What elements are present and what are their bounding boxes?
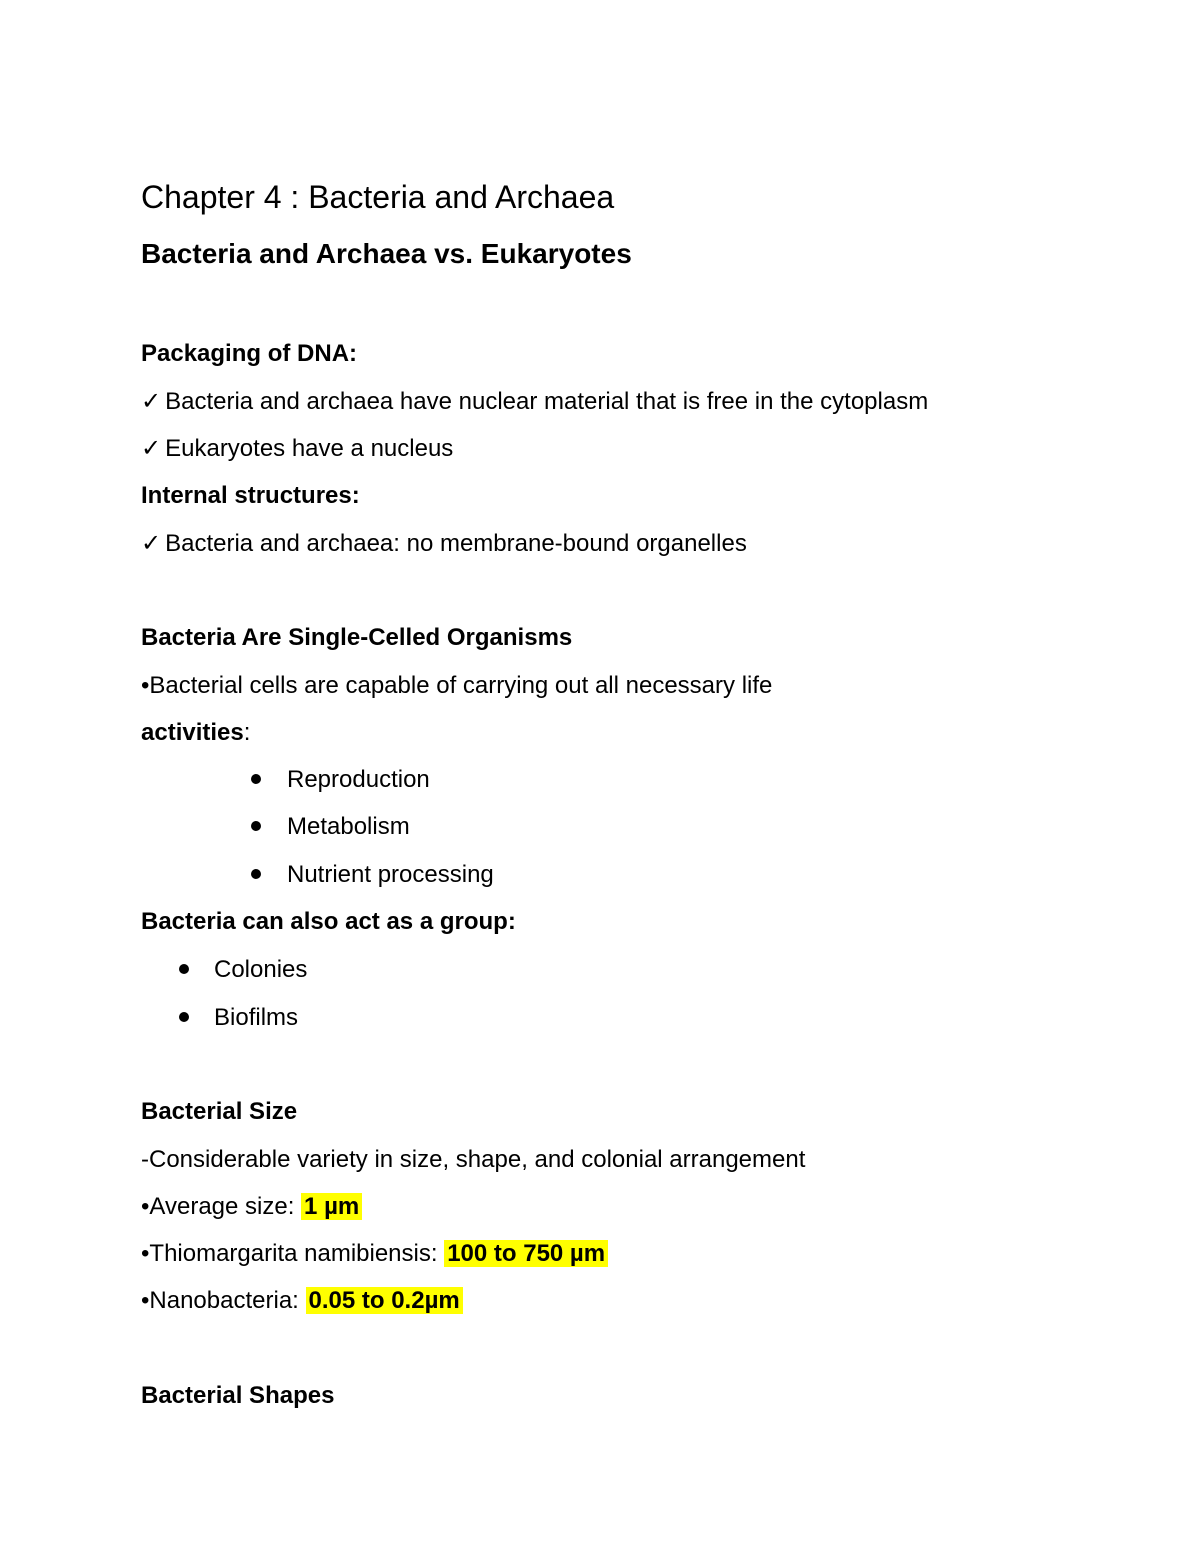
internal-item-text: Bacteria and archaea: no membrane-bound organelles bbox=[165, 530, 747, 557]
check-icon: ✓ bbox=[141, 435, 162, 462]
packaging-item bbox=[141, 390, 928, 414]
activity-text: Metabolism bbox=[287, 813, 410, 840]
bullet-icon bbox=[251, 774, 261, 784]
nanobacteria-label: •Nanobacteria: bbox=[141, 1287, 306, 1314]
bullet-icon bbox=[179, 1012, 189, 1022]
chapter-title: Chapter 4 : Bacteria and Archaea bbox=[141, 179, 615, 215]
nanobacteria-value: 0.05 to 0.2µm bbox=[306, 1287, 463, 1314]
list-item bbox=[251, 815, 410, 839]
group-item-text: Colonies bbox=[214, 956, 308, 983]
packaging-item bbox=[141, 437, 453, 461]
chapter-subtitle: Bacteria and Archaea vs. Eukaryotes bbox=[141, 238, 632, 269]
thiomargarita-label: •Thiomargarita namibiensis: bbox=[141, 1240, 445, 1267]
list-item bbox=[251, 863, 494, 887]
activities-label: activities bbox=[141, 719, 244, 746]
single-celled-intro-continued bbox=[141, 721, 250, 745]
packaging-item-text: Eukaryotes have a nucleus bbox=[165, 435, 454, 462]
activity-text: Reproduction bbox=[287, 766, 430, 793]
list-item bbox=[251, 768, 430, 792]
thiomargarita-value: 100 to 750 µm bbox=[444, 1240, 608, 1267]
average-size-label: •Average size: bbox=[141, 1193, 302, 1220]
list-item bbox=[179, 958, 307, 982]
activity-text: Nutrient processing bbox=[287, 861, 494, 888]
packaging-item-text: Bacteria and archaea have nuclear material that is free in the cytoplasm bbox=[165, 388, 929, 415]
size-heading: Bacterial Size bbox=[141, 1098, 298, 1125]
size-variety: -Considerable variety in size, shape, and colonial arrangement bbox=[141, 1146, 806, 1173]
bullet-icon bbox=[179, 964, 189, 974]
check-icon: ✓ bbox=[141, 388, 162, 415]
group-item-text: Biofilms bbox=[214, 1004, 299, 1031]
single-celled-intro: •Bacterial cells are capable of carrying out all necessary life bbox=[141, 672, 773, 699]
single-celled-heading: Bacteria Are Single-Celled Organisms bbox=[141, 624, 573, 651]
check-icon: ✓ bbox=[141, 530, 162, 557]
bullet-icon bbox=[251, 821, 261, 831]
list-item bbox=[179, 1006, 298, 1030]
internal-heading: Internal structures: bbox=[141, 482, 360, 509]
activities-colon: : bbox=[243, 719, 251, 746]
average-size-line bbox=[141, 1195, 362, 1219]
shapes-heading: Bacterial Shapes bbox=[141, 1382, 335, 1409]
nanobacteria-line bbox=[141, 1289, 463, 1313]
bullet-icon bbox=[251, 869, 261, 879]
average-size-value: 1 µm bbox=[301, 1193, 362, 1220]
packaging-heading: Packaging of DNA: bbox=[141, 340, 358, 367]
thiomargarita-line bbox=[141, 1242, 608, 1266]
group-heading: Bacteria can also act as a group: bbox=[141, 908, 516, 935]
internal-item bbox=[141, 532, 747, 556]
